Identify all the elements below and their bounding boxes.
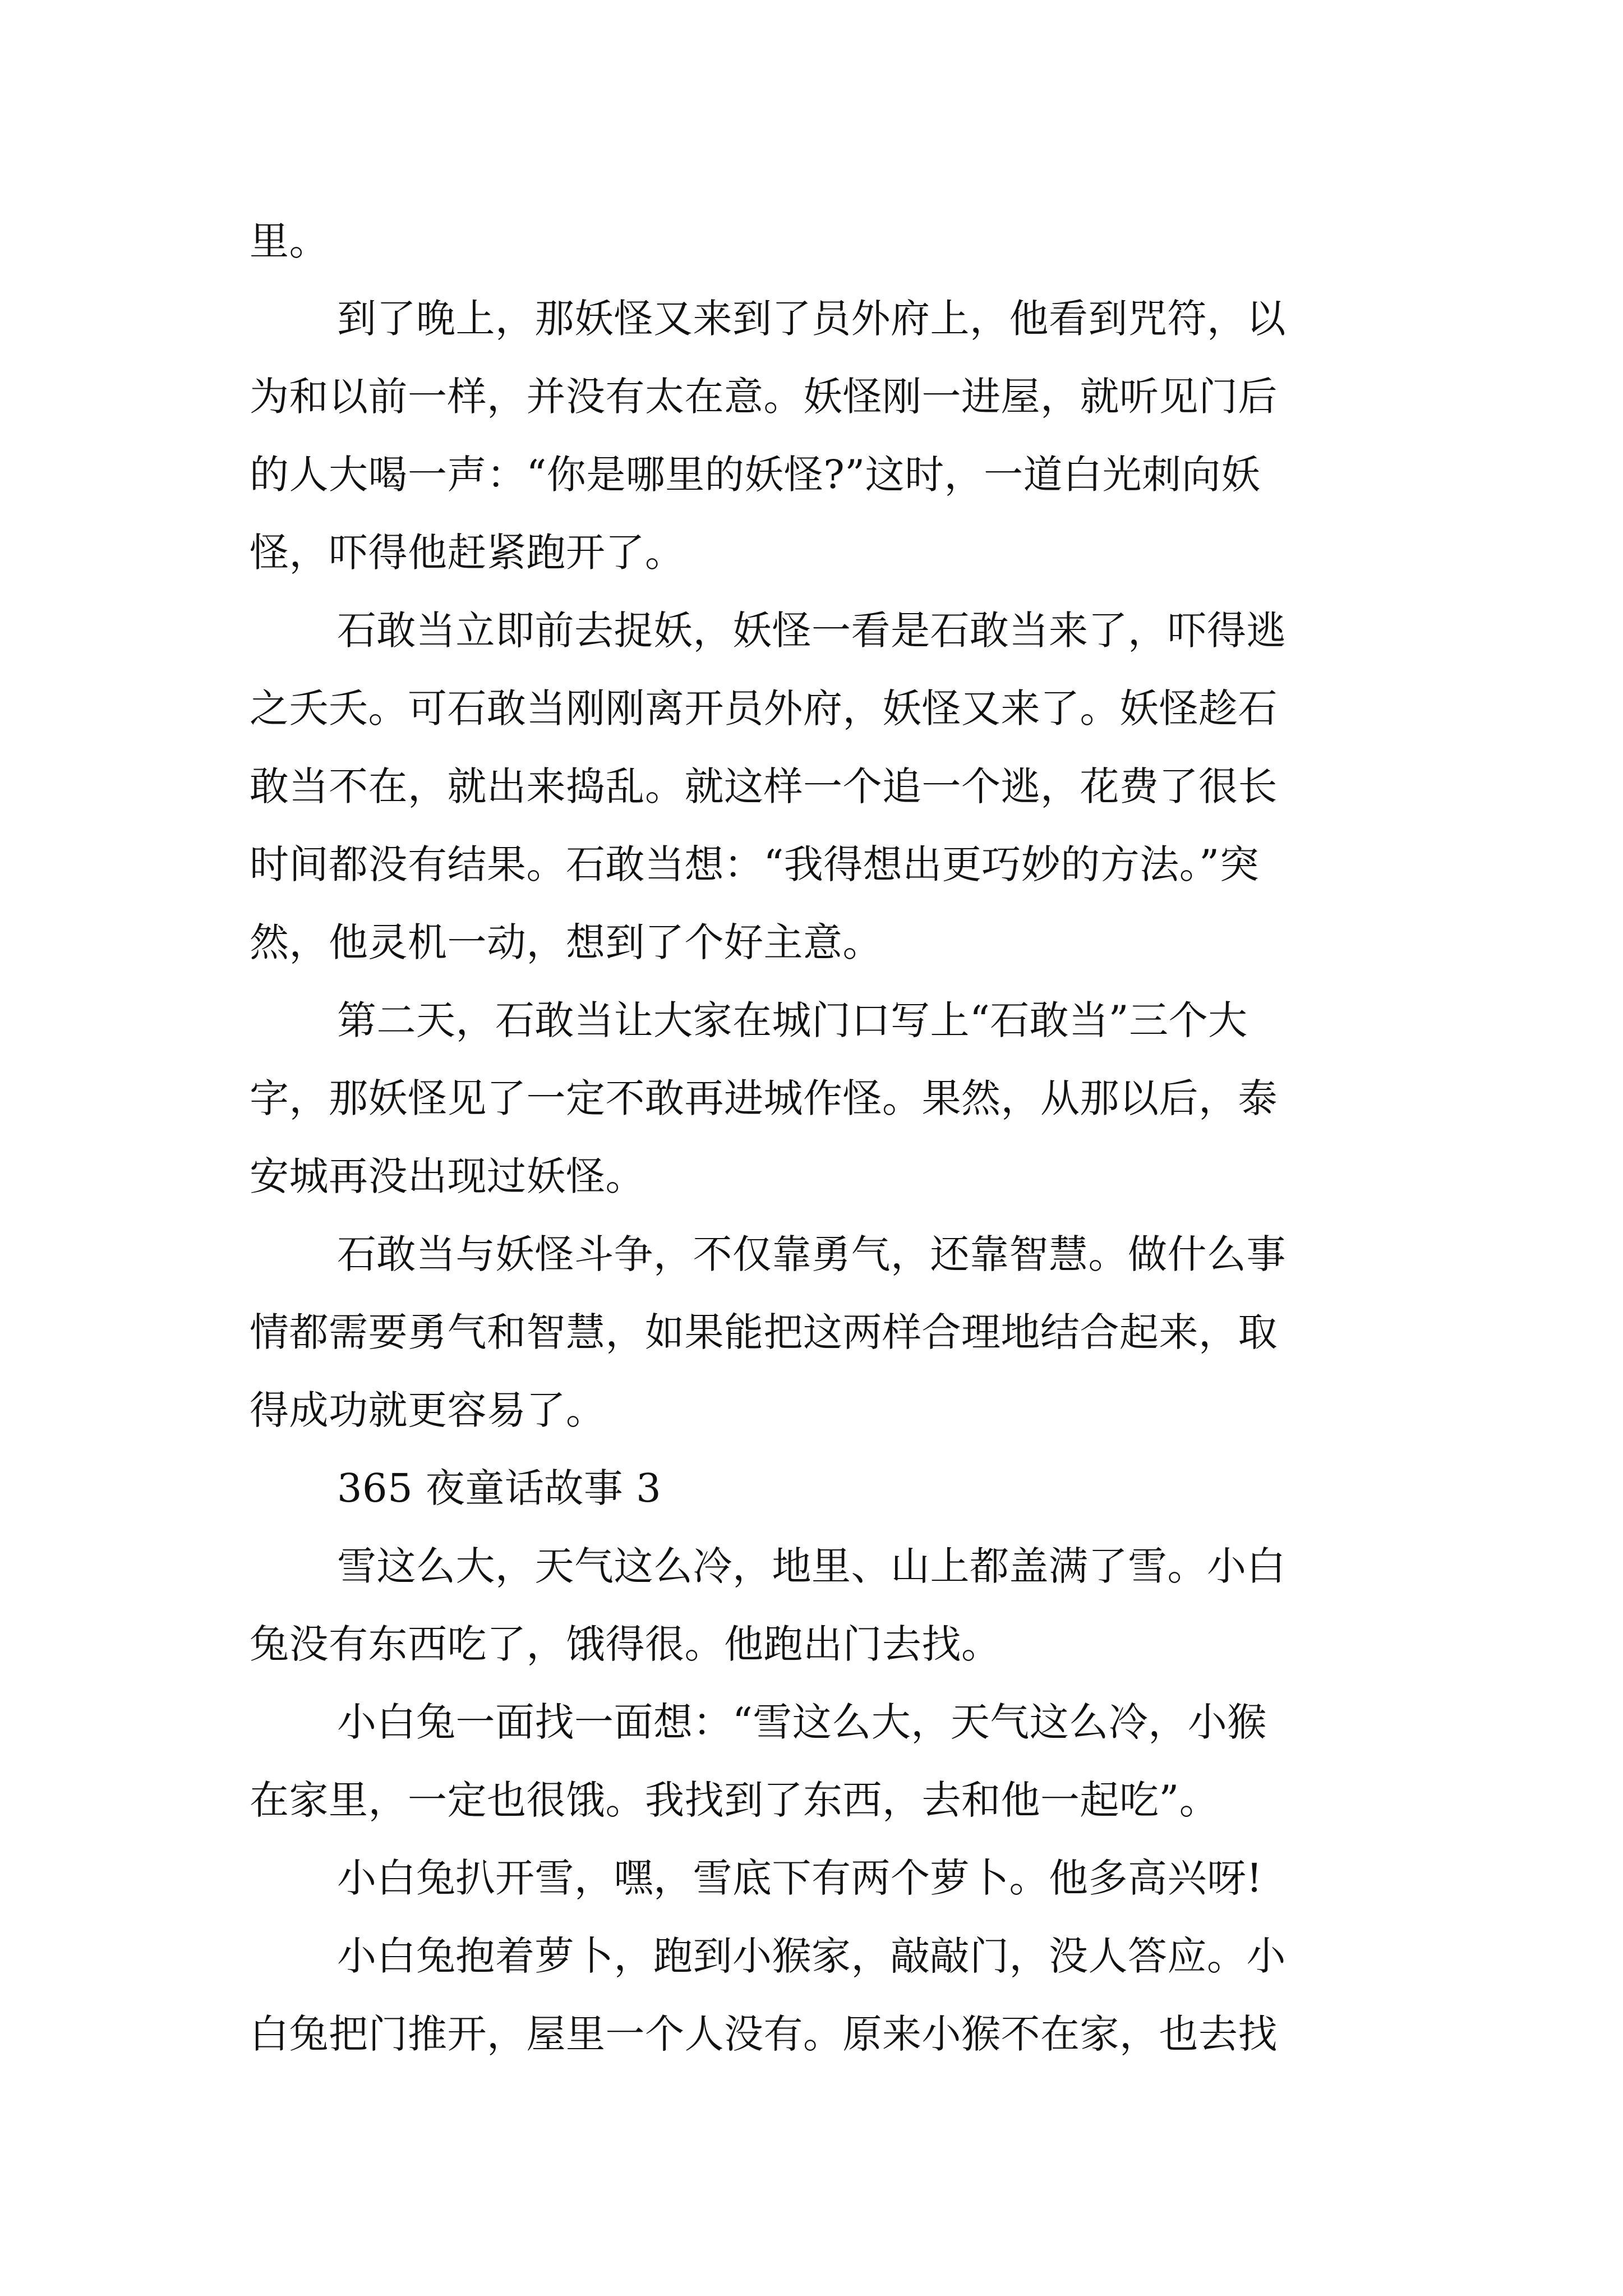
text-line (0, 530, 1623, 575)
text-line (0, 1544, 1623, 1589)
line-text: 情都需要勇气和智慧，如果能把这两样合理地结合起来，取 (250, 1309, 1278, 1355)
line-text: 里。 (250, 218, 329, 264)
text-line (0, 842, 1623, 887)
text-line (0, 1232, 1623, 1277)
text-line (0, 764, 1623, 809)
line-text: 敢当不在，就出来捣乱。就这样一个追一个逃，花费了很长 (250, 763, 1278, 809)
text-line (0, 1076, 1623, 1121)
text-line (0, 608, 1623, 653)
line-text: 石敢当与妖怪斗争，不仅靠勇气，还靠智慧。做什么事 (337, 1231, 1286, 1277)
line-text: 雪这么大，天气这么冷，地里、山上都盖满了雪。小白 (337, 1543, 1286, 1589)
section-heading (0, 1466, 1623, 1511)
line-text: 到了晚上，那妖怪又来到了员外府上，他看到咒符，以 (337, 296, 1286, 342)
line-text: 石敢当立即前去捉妖，妖怪一看是石敢当来了，吓得逃 (337, 608, 1286, 654)
line-text: 为和以前一样，并没有太在意。妖怪刚一进屋，就听见门后 (250, 374, 1278, 420)
line-text: 时间都没有结果。石敢当想：“我得想出更巧妙的方法。”突 (250, 841, 1260, 887)
line-text: 在家里，一定也很饿。我找到了东西，去和他一起吃”。 (250, 1777, 1219, 1823)
line-text: 365 夜童话故事 3 (337, 1465, 662, 1511)
line-text: 安城再没出现过妖怪。 (250, 1153, 645, 1199)
text-line (0, 1778, 1623, 1823)
text-line (0, 1700, 1623, 1745)
text-line (0, 452, 1623, 497)
line-text: 白兔把门推开，屋里一个人没有。原来小猴不在家，也去找 (250, 2011, 1278, 2057)
text-line (0, 296, 1623, 341)
line-text: 得成功就更容易了。 (250, 1387, 606, 1433)
line-text: 小白兔扒开雪，嘿，雪底下有两个萝卜。他多高兴呀! (337, 1855, 1263, 1901)
line-text: 之夭夭。可石敢当刚刚离开员外府，妖怪又来了。妖怪趁石 (250, 685, 1278, 731)
text-line (0, 1856, 1623, 1901)
line-text: 第二天，石敢当让大家在城门口写上“石敢当”三个大 (337, 997, 1248, 1043)
text-line (0, 920, 1623, 965)
line-text: 然，他灵机一动，想到了个好主意。 (250, 919, 882, 965)
line-text: 怪，吓得他赶紧跑开了。 (250, 530, 685, 576)
line-text: 兔没有东西吃了，饿得很。他跑出门去找。 (250, 1621, 1001, 1667)
text-line (0, 374, 1623, 419)
line-text: 小白兔抱着萝卜，跑到小猴家，敲敲门，没人答应。小 (337, 1933, 1286, 1979)
line-text: 小白兔一面找一面想：“雪这么大，天气这么冷，小猴 (337, 1699, 1267, 1745)
line-text: 字，那妖怪见了一定不敢再进城作怪。果然，从那以后，泰 (250, 1075, 1278, 1121)
text-line (0, 2012, 1623, 2056)
text-line (0, 1154, 1623, 1199)
text-line (0, 1934, 1623, 1978)
text-line (0, 686, 1623, 731)
text-line (0, 998, 1623, 1043)
text-line (0, 1388, 1623, 1433)
text-line (0, 1310, 1623, 1355)
line-text: 的人大喝一声：“你是哪里的妖怪?”这时，一道白光刺向妖 (250, 452, 1261, 498)
text-line (0, 219, 1623, 264)
text-line (0, 1622, 1623, 1667)
